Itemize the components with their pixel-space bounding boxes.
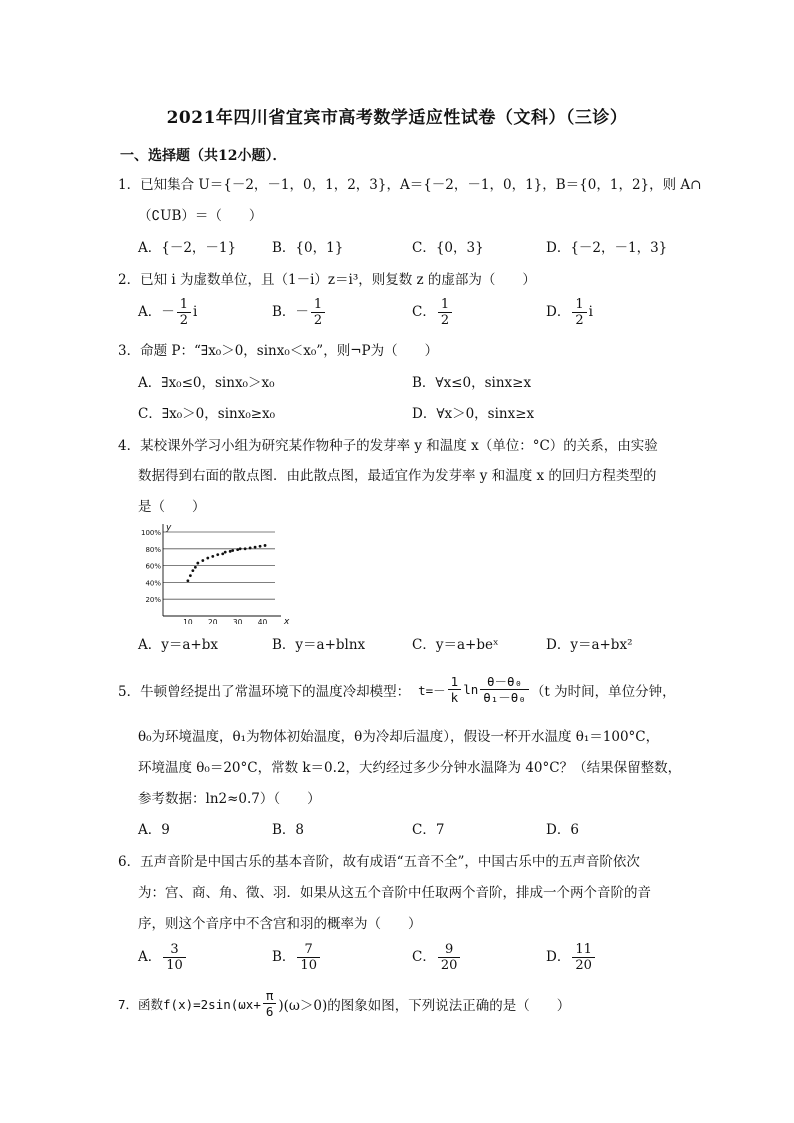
option-label: B．: [272, 949, 296, 965]
scatter-plot: [138, 522, 298, 624]
option-label: D．: [546, 304, 571, 320]
q5-option-a: A．9: [138, 822, 170, 838]
question-4-stem-end: 是（ ）: [138, 499, 206, 515]
denominator: 2: [438, 312, 452, 328]
fraction: [311, 297, 325, 328]
x-tick-label: 20: [208, 618, 218, 624]
q6-option-a: [138, 942, 188, 973]
option-label: A．: [138, 304, 162, 320]
q5-option-c: C．7: [412, 822, 445, 838]
numerator: 1: [450, 674, 459, 689]
denominator: 6: [263, 1003, 277, 1019]
denominator: 10: [163, 957, 186, 973]
sign: －: [161, 304, 175, 320]
data-point: [249, 547, 252, 550]
question-4-stem: 4．某校课外学习小组为研究某作物种子的发芽率 y 和温度 x（单位：°C）的关系，由实验: [118, 438, 658, 454]
denominator: θ₁－θ₀: [480, 689, 529, 705]
denominator: 2: [311, 312, 325, 328]
q3-option-d: D．∀x＞0，sinx≥x: [412, 406, 535, 422]
question-3-stem: 3．命题 P：“∃x₀＞0，sinx₀＜x₀”，则¬P为（ ）: [118, 343, 439, 359]
fraction: [572, 297, 586, 328]
data-point: [236, 548, 239, 551]
q2-option-a: [138, 297, 197, 328]
x-tick-label: 40: [257, 618, 268, 624]
y-axis-label: y: [166, 523, 172, 533]
option-label: A．: [138, 949, 162, 965]
data-point: [244, 547, 247, 550]
y-tick-label: 100%: [140, 529, 161, 537]
y-tick-label: 60%: [145, 562, 161, 571]
fraction: [177, 297, 191, 328]
question-7-stem: [118, 988, 570, 1019]
formula-theta-fraction: [480, 674, 529, 705]
formula-ln: ln: [463, 682, 479, 697]
numerator: 1: [440, 297, 450, 312]
q5-option-b: B．8: [272, 822, 305, 838]
formula-k-fraction: [448, 674, 462, 705]
data-point: [191, 569, 194, 572]
numerator: π: [265, 988, 274, 1003]
sign: －: [295, 304, 309, 320]
x-tick-label: 30: [232, 618, 243, 624]
data-point: [239, 547, 242, 550]
suffix: i: [193, 304, 198, 320]
q6-option-d: [546, 942, 597, 973]
denominator: 2: [177, 312, 191, 328]
fraction: [572, 942, 595, 973]
data-point: [254, 546, 257, 549]
question-1-stem: 1．已知集合 U＝{－2，－1，0，1，2，3}，A＝{－2，－1，0，1}，B＝{0，1，2}，则 A∩: [118, 177, 702, 193]
stem-text-cont: )(ω＞0)的图象如图，下列说法正确的是（ ）: [278, 997, 571, 1014]
y-tick-label: 20%: [145, 596, 161, 605]
data-point: [259, 545, 262, 548]
denominator: 10: [297, 957, 320, 973]
option-label: C．: [412, 949, 436, 965]
question-1-stem-cont: （∁UB）＝（ ）: [138, 208, 263, 224]
data-point: [216, 553, 219, 556]
chart-root: [141, 523, 290, 624]
q2-option-d: [546, 297, 593, 328]
option-label: B．: [272, 304, 296, 320]
q3-option-b: B．∀x≤0，sinx≥x: [412, 375, 532, 391]
fraction: [438, 942, 461, 973]
q1-option-a: A．{－2，－1}: [138, 240, 237, 256]
x-tick-label: 10: [183, 618, 193, 624]
numerator: θ－θ₀: [487, 674, 523, 689]
question-5-stem: [118, 674, 676, 705]
data-point: [196, 562, 199, 565]
denominator: k: [448, 689, 462, 705]
q6-option-c: [412, 942, 462, 973]
q1-option-d: D．{－2，－1，3}: [546, 240, 668, 256]
data-point: [264, 544, 267, 547]
data-point: [231, 549, 234, 552]
y-tick-label: 40%: [145, 579, 161, 588]
data-point: [229, 550, 232, 553]
question-5-line-2: θ₀为环境温度，θ₁为物体初始温度，θ为冷却后温度），假设一杯开水温度 θ₁＝100°C，: [138, 729, 660, 745]
question-6-stem: 6．五声音阶是中国古乐的基本音阶，故有成语“五音不全”，中国古乐中的五声音阶依次: [118, 854, 640, 870]
denominator: 20: [438, 957, 461, 973]
question-6-line-3: 序，则这个音序中不含宫和羽的概率为（ ）: [138, 916, 422, 932]
suffix: i: [588, 304, 593, 320]
y-tick-label: 80%: [145, 545, 161, 554]
denominator: 20: [572, 957, 595, 973]
q5-option-d: D．6: [546, 822, 579, 838]
q4-option-d: D．y＝a+bx²: [546, 637, 633, 653]
q2-option-b: [272, 297, 327, 328]
section-heading: 一、选择题（共12小题）．: [120, 148, 287, 164]
denominator: 2: [572, 312, 586, 328]
q4-option-c: C．y＝a+beˣ: [412, 637, 499, 653]
numerator: 1: [179, 297, 189, 312]
x-axis-label: x: [284, 617, 290, 624]
stem-text-cont: （t 为时间，单位分钟，: [530, 683, 676, 700]
question-5-line-4: 参考数据：ln2≈0.7）（ ）: [138, 791, 321, 807]
fraction: [163, 942, 186, 973]
page-title: 2021年四川省宜宾市高考数学适应性试卷（文科）（三诊）: [166, 108, 628, 128]
question-5-line-3: 环境温度 θ₀＝20°C，常数 k＝0.2，大约经过多少分钟水温降为 40°C？（结果保留整数，: [138, 760, 682, 776]
q3-option-a: A．∃x₀≤0，sinx₀＞x₀: [138, 375, 275, 391]
stem-text: 7．函数f(x)=2sin(ωx+: [118, 996, 261, 1012]
q1-option-b: B．{0，1}: [272, 240, 344, 256]
data-point: [211, 555, 214, 558]
numerator: 1: [575, 297, 584, 312]
question-4-stem-cont: 数据得到右面的散点图．由此散点图，最适宜作为发芽率 y 和温度 x 的回归方程类型的: [138, 468, 657, 484]
q4-option-a: A．y＝a+bx: [138, 637, 218, 653]
option-label: D．: [546, 949, 571, 965]
formula-lhs: t=－: [418, 682, 446, 698]
data-point: [194, 566, 197, 569]
data-point: [206, 557, 209, 560]
data-point: [224, 551, 227, 554]
fraction: [297, 942, 320, 973]
q2-option-c: [412, 297, 454, 328]
q6-option-b: [272, 942, 322, 973]
q1-option-c: C．{0，3}: [412, 240, 484, 256]
data-point: [189, 574, 192, 577]
stem-text: 5．牛顿曾经提出了常温环境下的温度冷却模型：: [118, 683, 411, 700]
numerator: 3: [170, 942, 179, 957]
data-point: [221, 552, 224, 555]
numerator: 9: [444, 942, 454, 957]
question-2-stem: 2．已知 i 为虚数单位，且（1－i）z＝i³，则复数 z 的虚部为（ ）: [118, 272, 536, 288]
numerator: 7: [304, 942, 313, 957]
q3-option-c: C．∃x₀＞0，sinx₀≥x₀: [138, 406, 276, 422]
question-6-line-2: 为：宫、商、角、徵、羽．如果从这五个音阶中任取两个音阶，排成一个两个音阶的音: [138, 885, 651, 901]
numerator: 1: [313, 297, 323, 312]
data-point: [201, 559, 204, 562]
data-point: [186, 579, 189, 582]
fraction: [438, 297, 452, 328]
numerator: 11: [575, 942, 592, 957]
option-label: C．: [412, 304, 436, 320]
fraction: [263, 988, 277, 1019]
q4-option-b: B．y＝a+blnx: [272, 637, 366, 653]
